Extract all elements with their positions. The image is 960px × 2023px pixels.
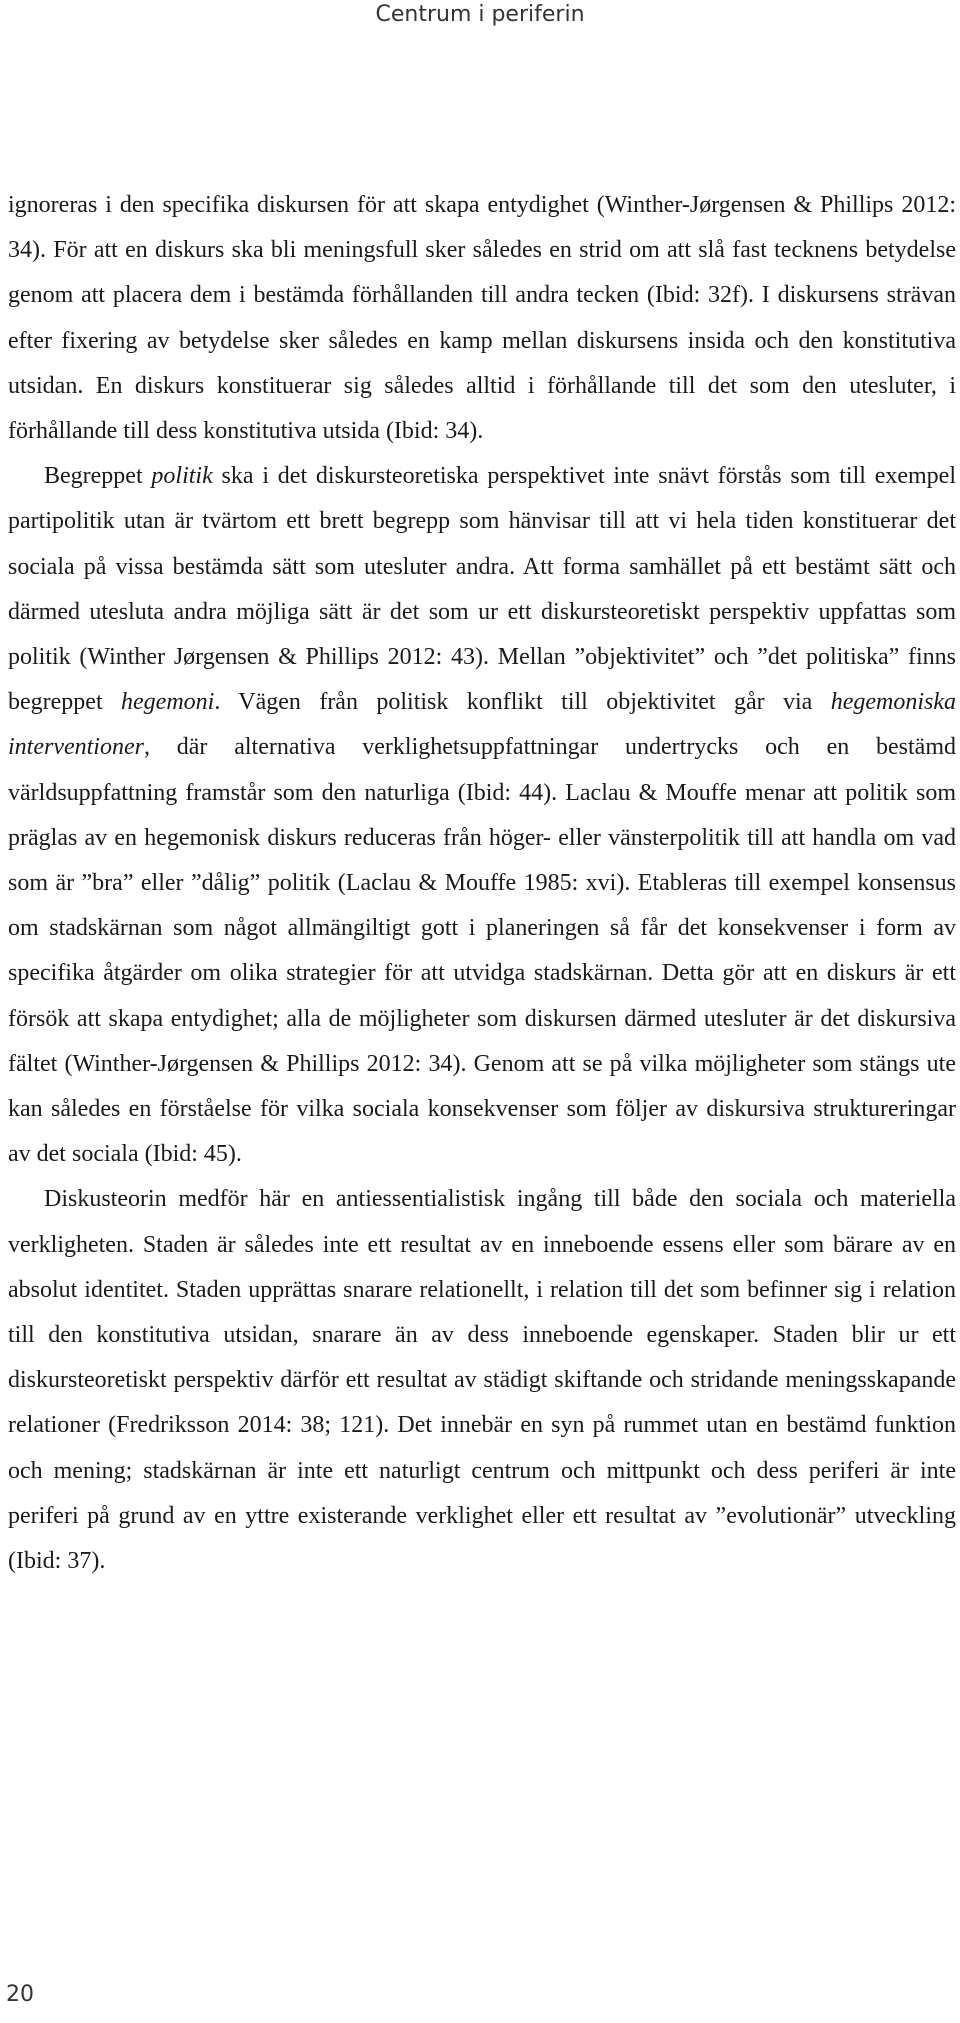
- paragraph-text: . Vägen från politisk konflikt till objektivitet går via: [214, 689, 831, 716]
- paragraph-text: Begreppet: [44, 463, 152, 490]
- paragraph-3: [8, 1177, 956, 1584]
- paragraph-1: [8, 183, 956, 454]
- body-text: [8, 183, 956, 1584]
- italic-term-hegemoniska-interventioner: hegemoniska interventioner: [8, 689, 956, 761]
- paragraph-text: Diskusteorin medför här en antiessentialistisk ingång till både den sociala och materiella verkligheten. Staden är således inte ett resultat av en inneboende essens eller som bärare av en absolut identitet. Staden upprättas snarare relationellt, i relation till det som befinner sig i relation till den konstitutiva utsidan, snarare än av dess inneboende egenskaper. Staden blir ur ett diskursteoretiskt perspektiv därför ett resultat av städigt skiftande och stridande meningsskapande relationer (Fredriksson 2014: 38; 121). Det innebär en syn på rummet utan en bestämd funktion och mening; stadskärnan är inte ett naturligt centrum och mittpunkt och dess periferi är inte periferi på grund av en yttre existerande verklighet eller ett resultat av ”evolutionär” utveckling (Ibid: 37).: [8, 1186, 956, 1575]
- page-number: 20: [6, 1982, 34, 2007]
- paragraph-2: [8, 454, 956, 1177]
- paragraph-text: , där alternativa verklighetsuppfattningar undertrycks och en bestämd världsuppfattning framstår som den naturliga (Ibid: 44). Laclau & Mouffe menar att politik som präglas av en hegemonisk diskurs reduceras från höger- eller vänsterpolitik till att handla om vad som är ”bra” eller ”dålig” politik (Laclau & Mouffe 1985: xvi). Etableras till exempel konsensus om stadskärnan som något allmängiltigt gott i planeringen så får det konsekvenser i form av specifika åtgärder om olika strategier för att utvidga stadskärnan. Detta gör att en diskurs är ett försök att skapa entydighet; alla de möjligheter som diskursen därmed utesluter är det diskursiva fältet (Winther-Jørgensen & Phillips 2012: 34). Genom att se på vilka möjligheter som stängs ute kan således en förståelse för vilka sociala konsekvenser som följer av diskursiva struktureringar av det sociala (Ibid: 45).: [8, 734, 956, 1168]
- paragraph-text: ignoreras i den specifika diskursen för att skapa entydighet (Winther-Jørgensen & Phillips 2012: 34). För att en diskurs ska bli meningsfull sker således en strid om att slå fast tecknens betydelse genom att placera dem i bestämda förhållanden till andra tecken (Ibid: 32f). I diskursens strävan efter fixering av betydelse sker således en kamp mellan diskursens insida och den konstitutiva utsidan. En diskurs konstituerar sig således alltid i förhållande till det som den utesluter, i förhållande till dess konstitutiva utsida (Ibid: 34).: [8, 192, 956, 445]
- italic-term-hegemoni: hegemoni: [121, 689, 215, 716]
- running-header: Centrum i periferin: [375, 2, 585, 27]
- italic-term-politik: politik: [151, 463, 213, 490]
- paragraph-text: ska i det diskursteoretiska perspektivet inte snävt förstås som till exempel partipolitik utan är tvärtom ett brett begrepp som hänvisar till att vi hela tiden konstituerar det sociala på vissa bestämda sätt som utesluter andra. Att forma samhället på ett bestämt sätt och därmed utesluta andra möjliga sätt är det som ur ett diskursteoretiskt perspektiv uppfattas som politik (Winther Jørgensen & Phillips 2012: 43). Mellan ”objektivitet” och ”det politiska” finns begreppet: [8, 463, 956, 716]
